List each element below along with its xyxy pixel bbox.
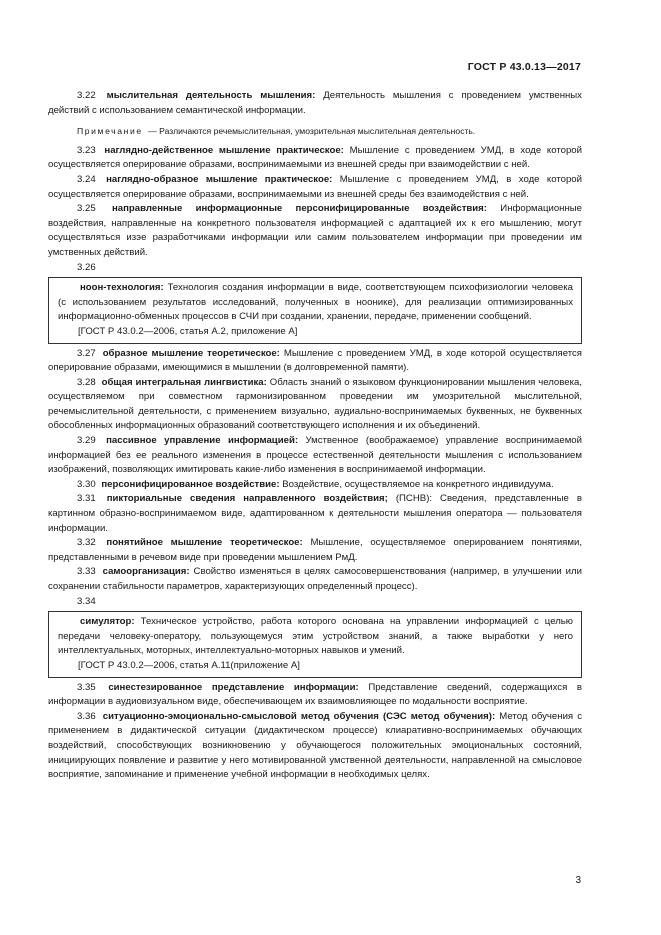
term-definition: Информационные воздействия, направленные на конкретного пользователя информацией с адаптацией их к его мышлению, могут осуществляться изэе разработчиками информации или самим пользователем информации при проведении им умственных действий.: [48, 203, 583, 258]
term-definition: Мышление с проведением УМД, в ходе которой осуществляется оперирование образами, воспринимаемыми из внешней среды без взаимодействия с ней.: [48, 173, 582, 200]
term-name: наглядно-действенное мышление практическое:: [104, 144, 344, 156]
note-text: — Различаются речемыслительная, умозрительная мыслительная деятельность.: [148, 126, 476, 137]
term-definition: Технология создания информации в виде, соответствующем психофизиологии человека (с использованием результатов исследований, полученных в ноонике), для реализации оптимизированных информационно-обменных процессов в СЧИ при создании, хранении, передаче, применении сообщений.: [58, 282, 573, 323]
term-definition: Техническое устройство, работа которого основана на управлении информацией с целью передачи человеку-оператору, пользующемуся этим устройством знаний, а также выработки у него интеллектуальных, моторных, интеллектуально-моторных навыков и умений.: [58, 616, 574, 657]
quoted-term-box: [48, 277, 582, 343]
term-definition: Воздействие, осуществляемое на конкретного индивидуума.: [282, 478, 554, 490]
standard-header: ГОСТ Р 43.0.13—2017: [467, 61, 581, 73]
term-definition: Мышление с проведением УМД, в ходе которой осуществляется оперирование образами, имеющимися в мышлении (в долговременной памяти).: [48, 347, 582, 374]
term-entry-3-28: 3.28 общая интегральная лингвистика: Область знаний о языковом функционировании мышления человека, осуществляемом при совместном гармонизированном проведении им умозрительной мыслительной, речемыслительной деятельности, с применением визуально, аудиально-воспринимаемых буквенных, не буквенных обособленных информационных образований соответствующего исполнения и их объединений.: [48, 376, 583, 432]
term-entry-3-36: 3.36 ситуационно-эмоционально-смысловой метод обучения (СЭС метод обучения): Метод обучения с применением в дидактической ситуации (дидактическом процессе) клиаративно-воспринимаемых обучающих воздействий, способствующих возникновению у обучающегося положительных эмоциональных состояний, инициирующих появление и развитие у него мотивированной умственной деятельности, направленной на смысловое восприятие, запоминание и применение учебной информации в необходимых целях.: [48, 710, 583, 781]
term-name: ситуационно-эмоционально-смысловой метод обучения (СЭС метод обучения):: [102, 710, 496, 722]
term-name: самоорганизация:: [102, 566, 190, 578]
quoted-term: [58, 615, 573, 659]
term-definition: Свойство изменяться в целях самосовершенствования (например, в улучшении или сохранении стабильности параметров, характеризующих определенный процесс).: [48, 566, 582, 592]
term-entry-3-32: 3.32 понятийное мышление теоретическое: Мышление, осуществляемое оперированием понятиями, представленными в речевом виде при проведении мышлением РмД.: [48, 537, 582, 563]
term-entry-3-35: 3.35 синестезированное представление информации: Представление сведений, содержащихся в информации в аудиовизуальном виде, обеспечивающем их взаимовлияющее по модальности восприятие.: [48, 681, 582, 708]
term-name: персонифицированное воздействие:: [101, 478, 280, 490]
term-name: ноон-технология:: [80, 282, 164, 294]
term-definition: Деятельность мышления с проведением умственных действий с использованием семантической информации.: [48, 90, 582, 116]
term-entry-3-34: 3.34: [77, 595, 96, 607]
term-name: симулятор:: [80, 616, 135, 628]
term-definition: Мышление с проведением УМД, в ходе которой осуществляется оперирование образами, воспринимаемыми из внешней среды при взаимодействии с ней.: [48, 144, 582, 171]
term-definition: Умственное (воображаемое) управление воспринимаемой информацией без ее реального изменения в процессе естественной деятельности мышления с использованием изображений, позволяющих имитировать какие-либо изменения в воспринимаемой информации.: [48, 435, 582, 476]
page-number: 3: [575, 875, 581, 886]
source-reference: [ГОСТ Р 43.0.2—2006, статья А.11(приложение А]: [78, 659, 300, 671]
source-reference: [ГОСТ Р 43.0.2—2006, статья А.2, приложение А]: [78, 325, 298, 337]
term-name: направленные информационные персонифицированные воздействия:: [112, 203, 487, 215]
term-entry-3-31: 3.31 пикториальные сведения направленного воздействия; (ПСНВ): Сведения, представленные в картинном образно-воспринимаемом виде, адаптированном к деятельности мышления оператора — пользователя информации.: [48, 493, 582, 534]
term-entry-3-24: 3.24 наглядно-образное мышление практическое: Мышление с проведением УМД, в ходе которой осуществляется оперирование образами, воспринимаемыми из внешней среды без взаимодействия с ней.: [48, 173, 582, 200]
term-name: мыслительная деятельность мышления:: [106, 90, 316, 101]
term-entry-3-33: 3.33 самоорганизация: Свойство изменяться в целях самосовершенствования (например, в улучшении или сохранении стабильности параметров, характеризующих определенный процесс).: [48, 566, 582, 592]
term-definition: Мышление, осуществляемое оперированием понятиями, представленными в речевом виде при проведении мышлением РмД.: [48, 537, 582, 563]
term-name: понятийное мышление теоретическое:: [106, 537, 303, 549]
note: [48, 124, 582, 139]
term-entry-3-27: 3.27 образное мышление теоретическое: Мышление с проведением УМД, в ходе которой осуществляется оперирование образами, имеющимися в мышлении (в долговременной памяти).: [48, 347, 582, 374]
term-entry-3-25: 3.25 направленные информационные персонифицированные воздействия: Информационные воздействия, направленные на конкретного пользователя информацией с адаптацией их к его мышлению, могут осуществляться изэе разработчиками информации или самим пользователем информации при проведении им умственных действий.: [48, 203, 583, 258]
term-name: синестезированное представление информации:: [108, 681, 359, 693]
term-entry-3-30: 3.30 персонифицированное воздействие: Воздействие, осуществляемое на конкретного индивидуума.: [77, 478, 554, 490]
term-name: наглядно-образное мышление практическое:: [106, 173, 333, 185]
term-entry-3-29: 3.29 пассивное управление информацией: Умственное (воображаемое) управление воспринимаемой информацией без ее реального изменения в процессе естественной деятельности мышления с использованием изображений, позволяющих имитировать какие-либо изменения в воспринимаемой информации.: [48, 435, 582, 476]
document-body: [48, 89, 582, 783]
quoted-term: [58, 281, 573, 325]
term-name: общая интегральная лингвистика:: [101, 376, 267, 388]
term-entry-3-22: 3.22 мыслительная деятельность мышления: Деятельность мышления с проведением умственных действий с использованием семантической информации.: [48, 90, 582, 116]
term-entry-3-26: 3.26: [77, 261, 96, 273]
term-entry-3-23: 3.23 наглядно-действенное мышление практическое: Мышление с проведением УМД, в ходе которой осуществляется оперирование образами, воспринимаемыми из внешней среды при взаимодействии с ней.: [48, 144, 582, 171]
term-definition: (ПСНВ): Сведения, представленные в картинном образно-воспринимаемом виде, адаптированном к деятельности мышления оператора — пользователя информации.: [48, 493, 582, 534]
note-label: Примечание: [77, 126, 143, 137]
term-definition: Метод обучения с применением в дидактической ситуации (дидактическом процессе) клиаративно-воспринимаемых обучающих воздействий, способствующих возникновению у обучающегося положительных эмоциональных состояний, инициирующих появление и развитие у него мотивированной умственной деятельности, направленной на смысловое восприятие, запоминание и применение учебной информации в необходимых целях.: [48, 710, 583, 781]
term-definition: Представление сведений, содержащихся в информации в аудиовизуальном виде, обеспечивающем их взаимовлияющее по модальности восприятие.: [48, 681, 582, 708]
term-definition: Область знаний о языковом функционировании мышления человека, осуществляемом при совместном гармонизированном проведении им умозрительной мыслительной, речемыслительной деятельности, с применением визуально, аудиально-воспринимаемых буквенных, не буквенных обособленных информационных образований соответствующего исполнения и их объединений.: [48, 376, 583, 432]
quoted-term-box: [48, 611, 582, 677]
term-name: пикториальные сведения направленного воздействия;: [106, 493, 388, 505]
term-name: пассивное управление информацией:: [106, 435, 299, 447]
term-name: образное мышление теоретическое:: [102, 347, 280, 359]
